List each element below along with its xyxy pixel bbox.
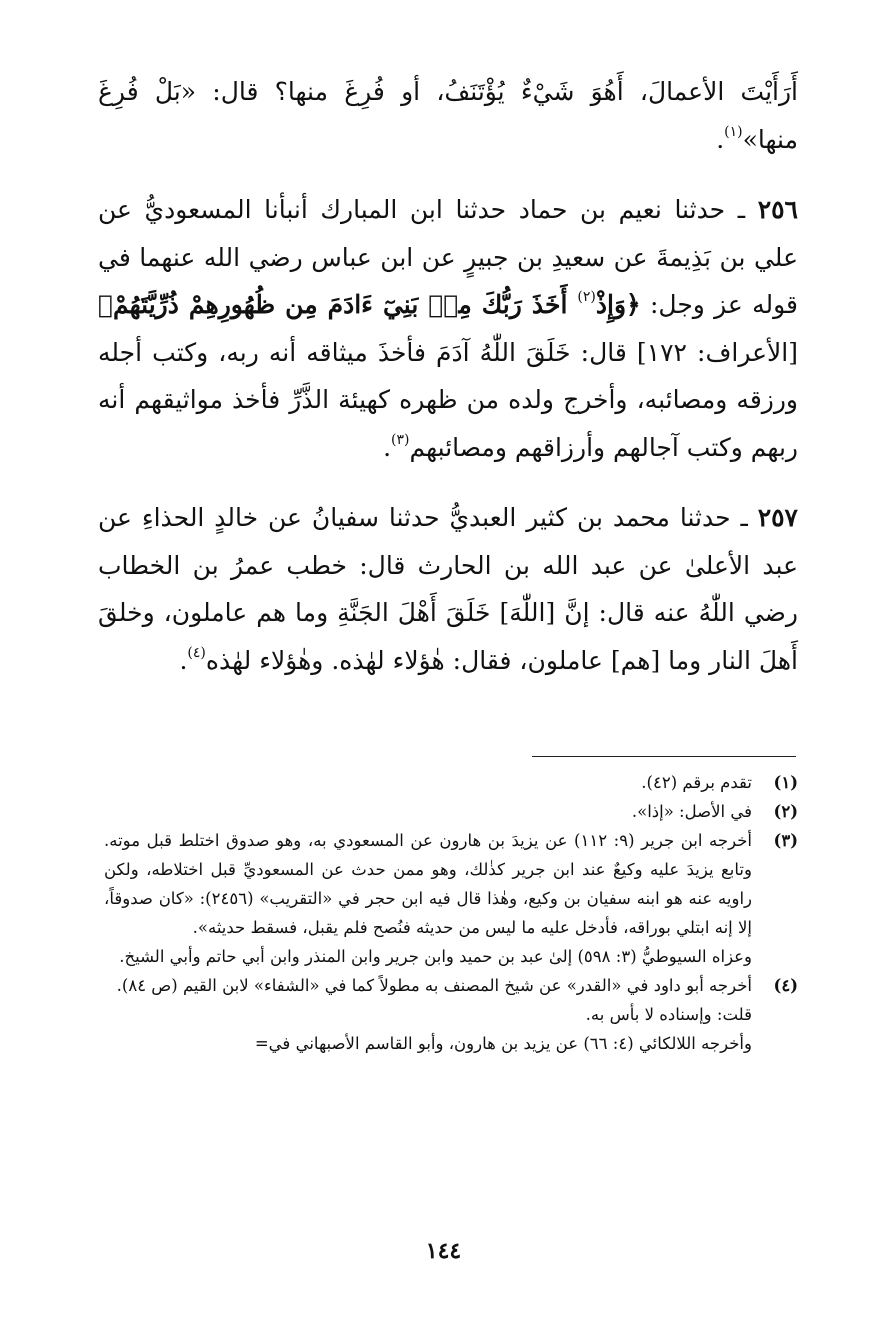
footnote-number: (٤) <box>773 976 798 995</box>
quran-quote: أَخَذَ رَبُّكَ مِنۢ بَنِيٓ ءَادَمَ مِن ظُهُورِهِمْ ذُرِّيَّتَهُمْ﴾ <box>98 290 578 319</box>
paragraph-end: . <box>716 124 725 154</box>
footnote-marker: (٣) <box>391 431 410 448</box>
footnote-number: (١) <box>773 773 798 792</box>
footnote-text: أخرجه أبو داود في «القدر» عن شيخ المصنف به مطولاً كما في «الشفاء» لابن القيم (ص ٨٤). <box>116 976 752 995</box>
footnote-continuation: وأخرجه اللالكائي (٤: ٦٦) عن يزيد بن هارون، وأبو القاسم الأصبهاني في= <box>254 1034 752 1053</box>
hadith-256 <box>98 186 798 471</box>
paragraph-text: ـ حدثنا محمد بن كثير العبديُّ حدثنا سفيانُ عن خالدٍ الحذاءِ عن عبد الأعلىٰ عن عبد الله بن الحارث قال: خطب عمرُ بن الخطاب رضي اللّٰهُ عنه قال: إنَّ [اللّٰهَ] خَلَقَ أَهْلَ الجَنَّةِ وما هم عاملون، وخلقَ أَهلَ النار وما [هم] عاملون، فقال: هٰؤلاء لهٰذه. وهٰؤلاء لهٰذه <box>98 503 798 675</box>
footnote-4 <box>104 971 798 1029</box>
footnote-marker: (١) <box>724 123 743 140</box>
footnote-1 <box>104 768 798 797</box>
footnote-text: تقدم برقم (٤٢). <box>641 773 752 792</box>
paragraph-end: . <box>179 645 188 675</box>
footnote-body <box>104 797 752 826</box>
footnote-number: (٣) <box>773 831 798 850</box>
paragraph-text: ـ حدثنا نعيم بن حماد حدثنا ابن المبارك أنبأنا المسعوديُّ عن علي بن بَذِيمةَ عن سعيدِ بن جبيرٍ عن ابن عباس رضي الله عنهما في قوله عز وجل: <box>98 195 798 319</box>
footnote-text: وعزاه السيوطيُّ (٣: ٥٩٨) إلىٰ عبد بن حميد وابن جرير وابن المنذر وابن أبي حاتم وأبي الشيخ. <box>119 947 752 966</box>
footnote-text: أخرجه ابن جرير (٩: ١١٢) عن يزيدَ بن هارون عن المسعودي به، وهو صدوق اختلط قبل موته. وتابع يزيدَ عليه وكيعٌ عند ابن جرير كذٰلك، وهو ممن حدث عن المسعوديِّ قبل اختلاطه، ولكن راويه عنه هو ابنه سفيان بن وكيع، وهٰذا قال فيه ابن حجر في «التقريب» (٢٤٥٦): «كان صدوقاً، إلا إنه ابتلي بوراقه، فأدخل عليه ما ليس من حديثه فنُصح فلم يقبل، فسقط حديثه». <box>104 831 752 937</box>
hadith-257 <box>98 494 798 684</box>
footnote-marker: (٢) <box>577 289 596 305</box>
quran-quote-start: ﴿وَإِذْ <box>595 290 641 319</box>
footnote-marker: (٤) <box>187 644 206 661</box>
footnote-number: (٢) <box>773 802 798 821</box>
page-number: ١٤٤ <box>425 1238 462 1264</box>
paragraph-text: أَرَأَيْتَ الأعمالَ، أَهُوَ شَيْءٌ يُؤْتَنَفُ، أو فُرِغَ منها؟ قال: «بَلْ فُرِغَ منها» <box>98 77 798 154</box>
footnote-text: قلت: وإسناده لا بأس به. <box>585 1005 752 1024</box>
hadith-number: ٢٥٧ <box>757 503 798 532</box>
paragraph-continued <box>98 68 798 163</box>
footnote-body <box>104 971 752 1029</box>
main-text <box>98 68 798 684</box>
footnote-body <box>104 768 752 797</box>
footnotes <box>104 768 798 1058</box>
footnote-text: في الأصل: «إذا». <box>631 802 752 821</box>
paragraph-end: . <box>383 432 392 462</box>
footnote-3 <box>104 826 798 971</box>
footnote-body <box>104 826 752 971</box>
footnote-divider <box>532 756 796 757</box>
hadith-number: ٢٥٦ <box>757 195 798 224</box>
footnote-2 <box>104 797 798 826</box>
paragraph-text: [الأعراف: ١٧٢] قال: خَلَقَ اللّٰهُ آدَمَ فأخذَ ميثاقه أنه ربه، وكتب أجله ورزقه ومصائبه، وأخرج ولده من ظهره كهيئة الذَّرِّ فأخذ مواثيقهم أنه ربهم وكتب آجالهم وأرزاقهم ومصائبهم <box>98 337 799 462</box>
